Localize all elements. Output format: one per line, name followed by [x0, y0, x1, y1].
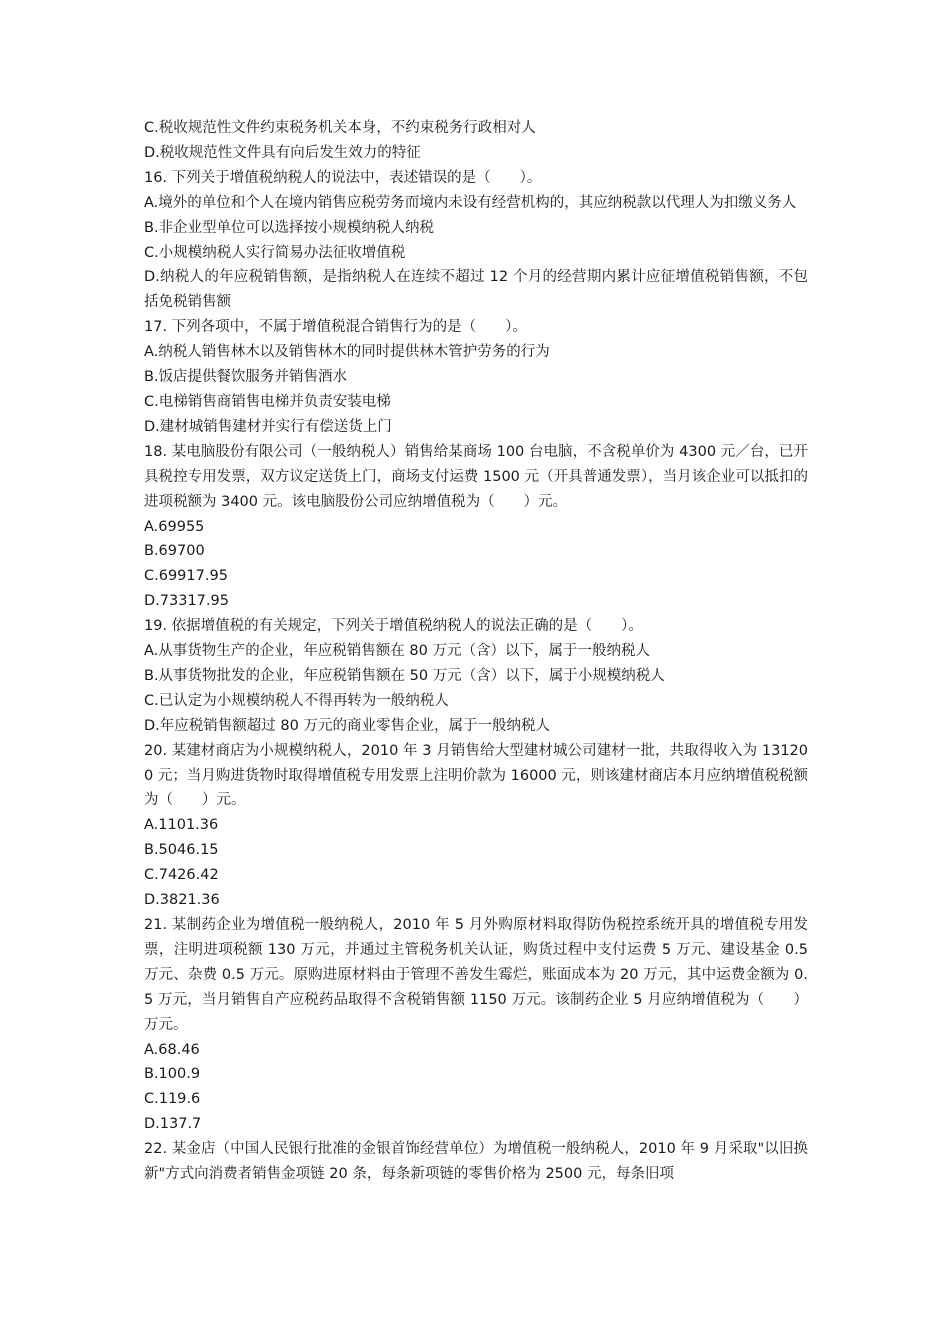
document-page — [144, 116, 808, 1187]
question-stem: 21. 某制药企业为增值税一般纳税人，2010 年 5 月外购原材料取得防伪税控系统开具的增值税专用发票，注明进项税额 130 万元，并通过主管税务机关认证，购货过程中支付运费 5 万元、建设基金 0.5 万元、杂费 0.5 万元。原购进原材料由于管理不善发生霉烂，账面成本为 20 万元，其中运费金额为 0.5 万元，当月销售自产应税药品取得不含税销售额 1150 万元。该制药企业 5 月应纳增值税为（ ）万元。 — [144, 917, 808, 1033]
answer-option: C.69917.95 — [144, 568, 228, 585]
answer-option: A.从事货物生产的企业，年应税销售额在 80 万元（含）以下，属于一般纳税人 — [144, 643, 650, 660]
question-stem: 19. 依据增值税的有关规定，下列关于增值税纳税人的说法正确的是（ ）。 — [144, 618, 643, 635]
answer-option: C.119.6 — [144, 1091, 201, 1108]
answer-option: C.小规模纳税人实行简易办法征收增值税 — [144, 244, 406, 261]
intro-line: C.税收规范性文件约束税务机关本身，不约束税务行政相对人 — [144, 120, 536, 136]
answer-option: D.建材城销售建材并实行有偿送货上门 — [144, 418, 392, 435]
question-stem: 16. 下列关于增值税纳税人的说法中，表述错误的是（ ）。 — [144, 169, 542, 186]
answer-option: A.1101.36 — [144, 817, 219, 834]
answer-option: D.纳税人的年应税销售额，是指纳税人在连续不超过 12 个月的经营期内累计应征增值税销售额，不包括免税销售额 — [144, 269, 808, 311]
answer-option: D.137.7 — [144, 1116, 202, 1133]
question-stem: 18. 某电脑股份有限公司（一般纳税人）销售给某商场 100 台电脑，不含税单价为 4300 元／台，已开具税控专用发票，双方议定送货上门，商场支付运费 1500 元（开具普通发票），当月该企业可以抵扣的进项税额为 3400 元。该电脑股份公司应纳增值税为（ ）元。 — [144, 443, 808, 510]
answer-option: D.73317.95 — [144, 593, 229, 610]
question-stem: 22. 某金店（中国人民银行批准的金银首饰经营单位）为增值税一般纳税人，2010 年 9 月采取"以旧换新"方式向消费者销售金项链 20 条，每条新项链的零售价格为 2500 元，每条旧项 — [144, 1141, 808, 1183]
answer-option: D.年应税销售额超过 80 万元的商业零售企业，属于一般纳税人 — [144, 717, 550, 734]
answer-option: B.从事货物批发的企业，年应税销售额在 50 万元（含）以下，属于小规模纳税人 — [144, 667, 665, 684]
answer-option: C.电梯销售商销售电梯并负责安装电梯 — [144, 393, 391, 410]
answer-option: B.5046.15 — [144, 842, 219, 859]
answer-option: B.100.9 — [144, 1066, 201, 1083]
answer-option: B.非企业型单位可以选择按小规模纳税人纳税 — [144, 219, 435, 236]
intro-line: D.税收规范性文件具有向后发生效力的特征 — [144, 144, 421, 161]
answer-option: A.68.46 — [144, 1041, 200, 1058]
question-stem: 17. 下列各项中，不属于增值税混合销售行为的是（ ）。 — [144, 319, 527, 336]
answer-option: D.3821.36 — [144, 892, 220, 909]
answer-option: A.纳税人销售林木以及销售林木的同时提供林木管护劳务的行为 — [144, 344, 550, 361]
answer-option: B.69700 — [144, 543, 205, 560]
answer-option: C.7426.42 — [144, 867, 219, 884]
answer-option: B.饭店提供餐饮服务并销售酒水 — [144, 369, 348, 386]
answer-option: C.已认定为小规模纳税人不得再转为一般纳税人 — [144, 692, 449, 709]
answer-option: A.69955 — [144, 518, 205, 535]
question-stem: 20. 某建材商店为小规模纳税人，2010 年 3 月销售给大型建材城公司建材一批，共取得收入为 131200 元；当月购进货物时取得增值税专用发票上注明价款为 16000 元，则该建材商店本月应纳增值税税额为（ ）元。 — [144, 742, 808, 809]
answer-option: A.境外的单位和个人在境内销售应税劳务而境内未设有经营机构的，其应纳税款以代理人为扣缴义务人 — [144, 194, 797, 211]
